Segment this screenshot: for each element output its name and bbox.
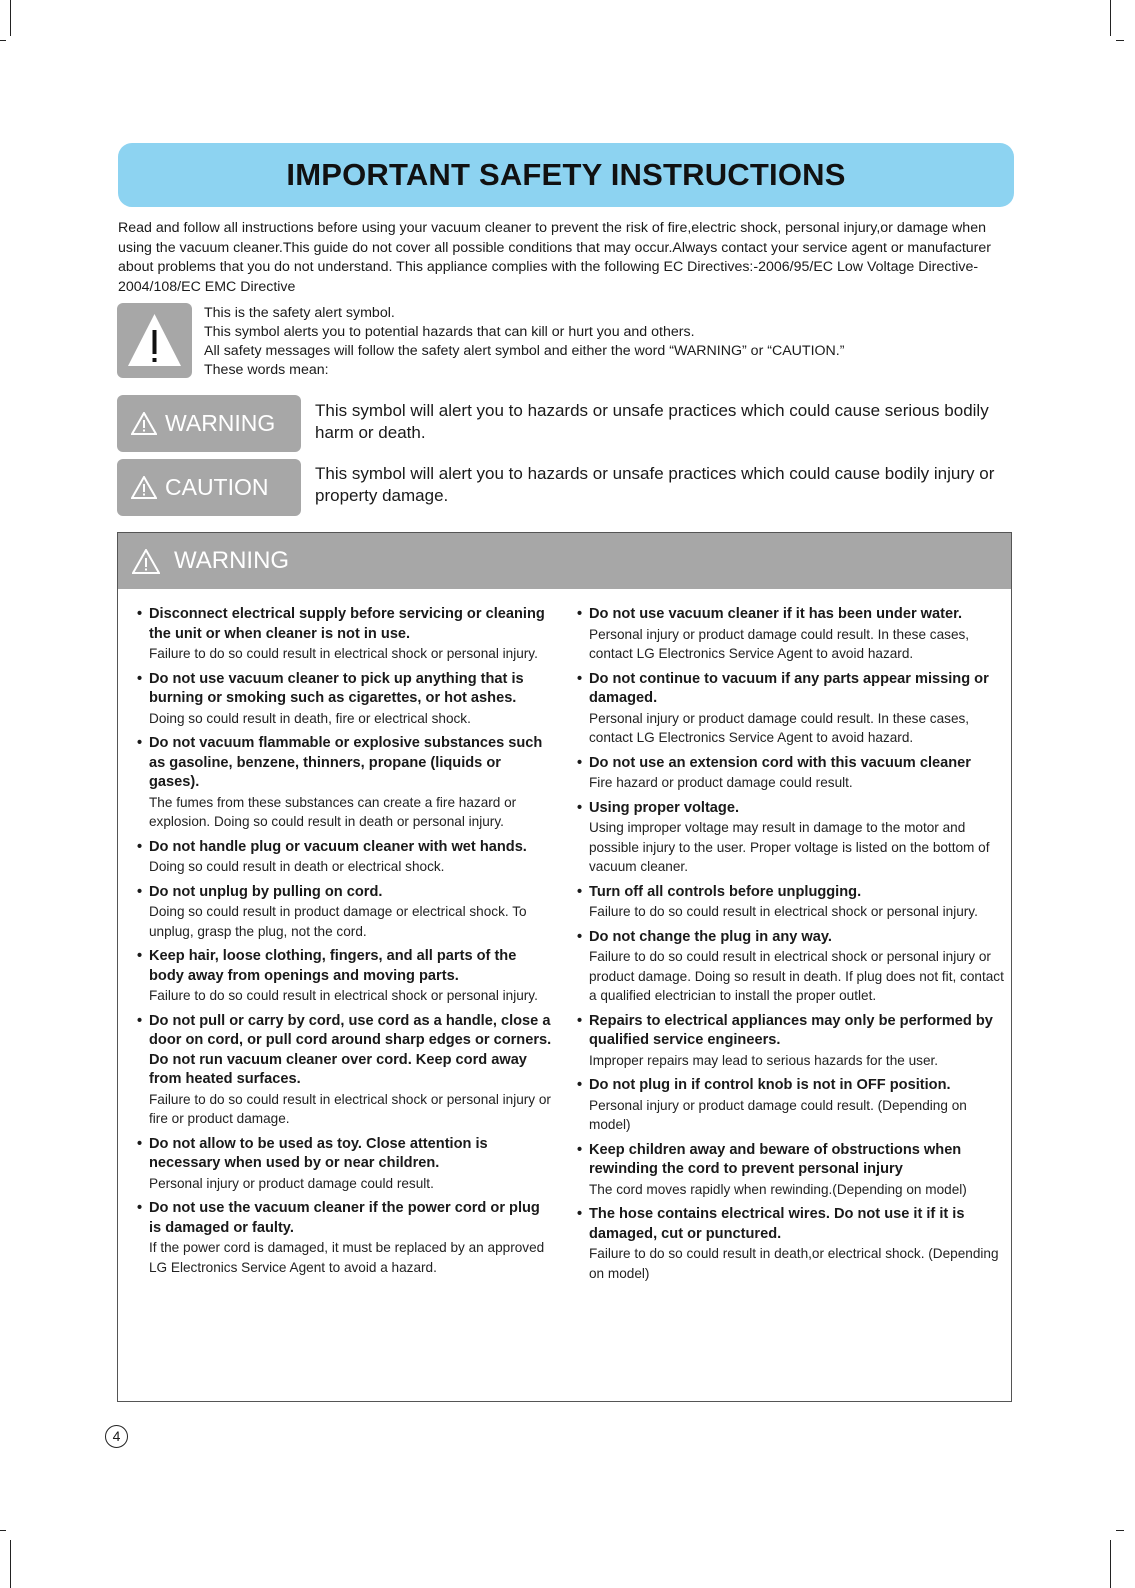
bullet: • — [577, 799, 583, 816]
warning-item — [137, 838, 552, 877]
bullet: • — [577, 1077, 583, 1093]
warning-item-body: Failure to do so could result in electrical shock or personal injury or product damage. Doing so result in death. If plug does not fit, contact a qualified electrician to install the proper outlet. — [589, 949, 1004, 1003]
warning-item-body: Doing so could result in death or electrical shock. — [149, 859, 445, 874]
alert-line: These words mean: — [204, 362, 329, 378]
warning-left-column — [137, 605, 552, 1283]
warning-badge-label: WARNING — [165, 410, 276, 436]
crop-mark — [1110, 1540, 1111, 1588]
warning-item — [137, 947, 552, 1006]
warning-item-body: Improper repairs may lead to serious hazards for the user. — [589, 1052, 939, 1068]
crop-mark — [1116, 1530, 1124, 1531]
bullet: • — [137, 948, 143, 964]
warning-item — [137, 1012, 552, 1129]
bullet: • — [137, 670, 143, 687]
warning-item-body: The fumes from these substances can create a fire hazard or explosion. Doing so could result in death or personal injury. — [149, 794, 517, 829]
caution-badge — [117, 459, 301, 516]
warning-triangle-icon — [131, 412, 157, 435]
crop-mark — [1110, 0, 1111, 36]
warning-item — [137, 734, 552, 832]
warning-item-heading: Turn off all controls before unplugging. — [589, 883, 862, 900]
bullet: • — [137, 883, 143, 900]
warning-item-heading: Do not use vacuum cleaner if it has been under water. — [589, 606, 963, 622]
warning-item — [577, 1012, 1007, 1071]
bullet: • — [137, 1200, 143, 1216]
caution-triangle-icon — [131, 476, 157, 499]
warning-item-heading: Do not pull or carry by cord, use cord as a handle, close a door on cord, or pull cord around sharp edges or corners. Do not run vacuum cleaner over cord. Keep cord away from heated surfaces. — [149, 1012, 552, 1087]
safety-alert-symbol — [117, 303, 192, 378]
crop-mark — [0, 1530, 6, 1531]
warning-box-header — [118, 533, 1011, 589]
bullet: • — [577, 754, 583, 771]
warning-item-heading: Do not allow to be used as toy. Close attention is necessary when used by or near children. — [149, 1135, 488, 1171]
page-title: IMPORTANT SAFETY INSTRUCTIONS — [286, 157, 846, 192]
warning-item-heading: Disconnect electrical supply before servicing or cleaning the unit or when cleaner is not in use. — [149, 606, 545, 642]
warning-item-body: The cord moves rapidly when rewinding.(Depending on model) — [589, 1181, 967, 1197]
warning-item-heading: Do not plug in if control knob is not in OFF position. — [589, 1077, 951, 1093]
warning-item-heading: Repairs to electrical appliances may only be performed by qualified service engineers. — [589, 1012, 993, 1048]
warning-item — [577, 605, 1007, 664]
alert-line: This is the safety alert symbol. — [204, 305, 395, 321]
alert-line: All safety messages will follow the safety alert symbol and either the word “WARNING” or “CAUTION.” — [204, 343, 845, 359]
warning-triangle-icon — [132, 549, 160, 574]
warning-item — [137, 1135, 552, 1194]
warning-item-body: Failure to do so could result in electrical shock or personal injury or fire or product damage. — [149, 1091, 551, 1126]
bullet: • — [577, 1012, 583, 1029]
warning-badge — [117, 395, 301, 452]
warning-item-body: Personal injury or product damage could result. In these cases, contact LG Electronics Service Agent to avoid hazard. — [589, 626, 970, 661]
exclamation-triangle-icon — [117, 303, 192, 378]
bullet: • — [137, 606, 143, 622]
warning-item-heading: Do not handle plug or vacuum cleaner with wet hands. — [149, 838, 527, 855]
warning-box — [117, 532, 1012, 1402]
warning-item-body: Doing so could result in death, fire or electrical shock. — [149, 710, 471, 726]
warning-item — [577, 799, 1007, 877]
warning-item — [137, 605, 552, 664]
bullet: • — [577, 1141, 583, 1158]
warning-item-heading: Do not change the plug in any way. — [589, 928, 832, 945]
crop-mark — [10, 1540, 11, 1588]
warning-item — [137, 670, 552, 729]
warning-item — [577, 670, 1007, 748]
caution-description: This symbol will alert you to hazards or unsafe practices which could cause bodily injury or property damage. — [315, 464, 995, 505]
warning-item-body: Failure to do so could result in death,or electrical shock. (Depending on model) — [589, 1246, 999, 1281]
warning-item — [577, 1205, 1007, 1283]
warning-item-heading: The hose contains electrical wires. Do not use it if it is damaged, cut or punctured. — [589, 1206, 965, 1242]
page-number: 4 — [105, 1425, 128, 1448]
bullet: • — [137, 1135, 143, 1152]
warning-item-heading: Keep children away and beware of obstructions when rewinding the cord to prevent personal injury — [589, 1141, 962, 1177]
warning-description: This symbol will alert you to hazards or unsafe practices which could cause serious bodily harm or death. — [315, 401, 989, 442]
crop-mark — [1116, 40, 1124, 41]
intro-paragraph: Read and follow all instructions before using your vacuum cleaner to prevent the risk of fire,electric shock, personal injury,or damage when using the vacuum cleaner.This guide do not cover all possible conditions that may occur.Always contact your service agent or manufacturer about problems that you do not understand. This appliance complies with the following EC Directives:-2006/95/EC Low Voltage Directive-2004/108/EC EMC Directive — [118, 220, 991, 295]
bullet: • — [137, 735, 143, 751]
warning-item-heading: Keep hair, loose clothing, fingers, and all parts of the body away from openings and moving parts. — [149, 948, 517, 984]
warning-item-heading: Do not vacuum flammable or explosive substances such as gasoline, benzene, thinners, propane (liquids or gases). — [149, 735, 543, 790]
title-bar — [118, 143, 1014, 207]
warning-item — [577, 1141, 1007, 1200]
warning-item-heading: Using proper voltage. — [589, 799, 740, 816]
warning-item-body: Using improper voltage may result in damage to the motor and possible injury to the user. Proper voltage is listed on the bottom of vacuum cleaner. — [589, 820, 990, 874]
alert-line: This symbol alerts you to potential hazards that can kill or hurt you and others. — [204, 324, 695, 340]
warning-item-body: Personal injury or product damage could result. In these cases, contact LG Electronics Service Agent to avoid hazard. — [589, 710, 970, 745]
warning-box-title: WARNING — [174, 547, 290, 574]
warning-item — [577, 928, 1007, 1006]
warning-item-heading: Do not use an extension cord with this vacuum cleaner — [589, 754, 971, 771]
warning-item-body: Failure to do so could result in electrical shock or personal injury. — [589, 904, 978, 919]
crop-mark — [0, 40, 6, 41]
warning-item — [137, 883, 552, 942]
warning-item-heading: Do not use the vacuum cleaner if the power cord or plug is damaged or faulty. — [149, 1200, 540, 1236]
alert-symbol-description — [204, 304, 1004, 380]
caution-badge-label: CAUTION — [165, 474, 269, 500]
bullet: • — [577, 670, 583, 687]
warning-item-body: If the power cord is damaged, it must be replaced by an approved LG Electronics Service Agent to avoid a hazard. — [149, 1240, 545, 1275]
warning-item — [577, 1076, 1007, 1135]
warning-item-body: Personal injury or product damage could result. (Depending on model) — [589, 1097, 967, 1132]
warning-item-body: Personal injury or product damage could result. — [149, 1175, 434, 1191]
bullet: • — [577, 928, 583, 945]
warning-item-body: Failure to do so could result in electrical shock or personal injury. — [149, 988, 538, 1003]
warning-item-heading: Do not use vacuum cleaner to pick up anything that is burning or smoking such as cigarettes, or hot ashes. — [149, 670, 524, 706]
crop-mark — [10, 0, 11, 36]
bullet: • — [137, 838, 143, 855]
warning-item-heading: Do not unplug by pulling on cord. — [149, 883, 383, 900]
warning-item — [577, 754, 1007, 793]
bullet: • — [577, 606, 583, 622]
bullet: • — [577, 883, 583, 900]
warning-item — [577, 883, 1007, 922]
warning-item-body: Doing so could result in product damage or electrical shock. To unplug, grasp the plug, not the cord. — [149, 904, 527, 939]
warning-item — [137, 1199, 552, 1277]
warning-right-column — [577, 605, 1007, 1289]
bullet: • — [577, 1206, 583, 1222]
warning-item-body: Failure to do so could result in electrical shock or personal injury. — [149, 646, 538, 661]
bullet: • — [137, 1012, 143, 1029]
warning-item-body: Fire hazard or product damage could result. — [589, 775, 853, 790]
warning-item-heading: Do not continue to vacuum if any parts appear missing or damaged. — [589, 670, 989, 706]
